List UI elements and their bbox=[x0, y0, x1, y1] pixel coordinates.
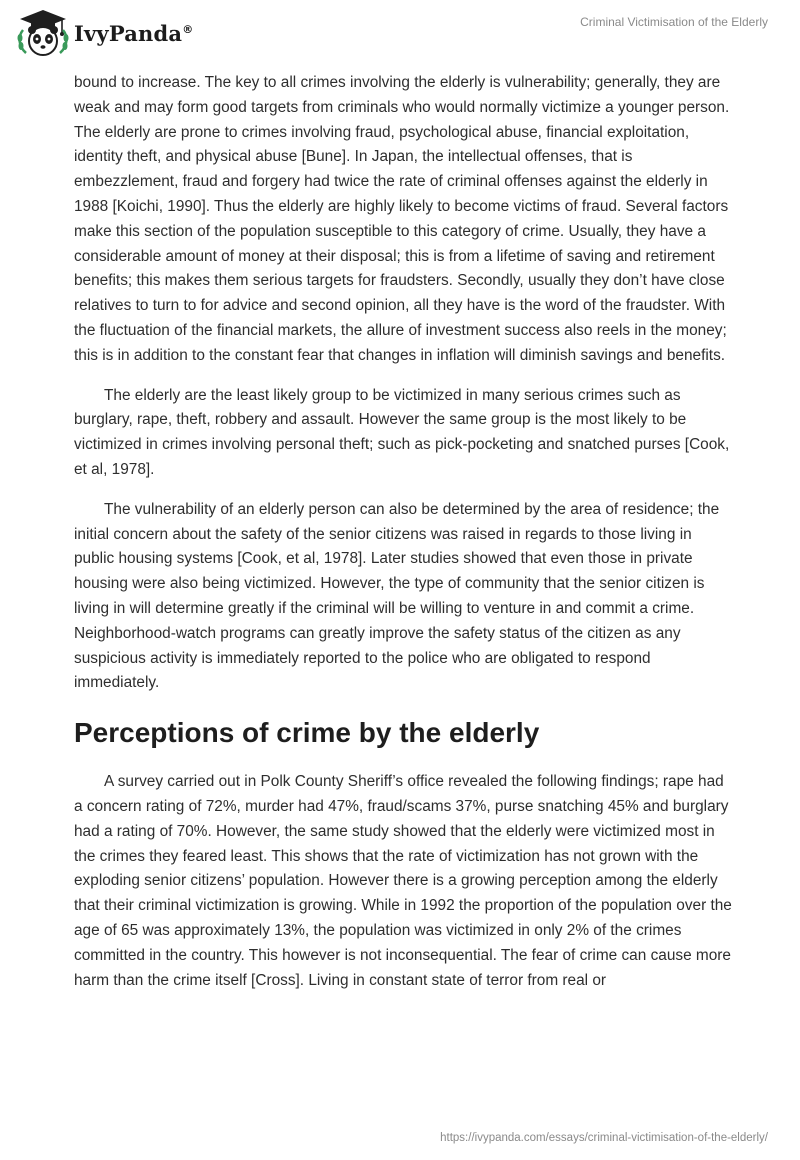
paragraph-survey: A survey carried out in Polk County Sheriff’s office revealed the following findings; rape had a concern rating of 72%, murder had 47%, fraud/scams 37%, purse snatching 45% and burglary had a rating of 70%. However, the same study showed that the elderly were victimized most in the crimes they feared least. This shows that the rate of victimization has not grown with the exploding senior citizens’ population. However there is a growing perception among the elderly that their criminal victimization is growing. While in 1992 the proportion of the population over the age of 65 was approximately 13%, the population was victimized in only 2% of the crimes committed in the country. This however is not inconsequential. The fear of crime can cause more harm than the crime itself [Cross]. Living in constant state of terror from real or bbox=[74, 773, 732, 989]
brand-name: IvyPanda® bbox=[74, 20, 194, 46]
document-title: Criminal Victimisation of the Elderly bbox=[580, 15, 768, 29]
source-url[interactable]: https://ivypanda.com/essays/criminal-victimisation-of-the-elderly/ bbox=[440, 1132, 768, 1144]
brand-logo[interactable] bbox=[14, 8, 193, 58]
paragraph-residence: The vulnerability of an elderly person can also be determined by the area of residence; the initial concern about the safety of the senior citizens was raised in regards to those living in public housing systems [Cook, et al, 1978]. Later studies showed that even those in private housing were also being victimized. However, the type of community that the senior citizen is living in will determine greatly if the criminal will be willing to venture in and commit a crime. Neighborhood-watch programs can greatly improve the safety status of the citizen as any suspicious activity is immediately reported to the police who are obligated to respond immediately. bbox=[74, 500, 720, 692]
paragraph-vulnerability: bound to increase. The key to all crimes involving the elderly is vulnerability; generally, they are weak and may form good targets from criminals who would normally victimize a younger person. The elderly are prone to crimes involving fraud, psychological abuse, financial exploitation, identity theft, and physical abuse [Bune]. In Japan, the intellectual offenses, that is embezzlement, fraud and forgery had twice the rate of criminal offenses against the elderly in 1988 [Koichi, 1990]. Thus the elderly are highly likely to become victims of fraud. Several factors make this section of the population susceptible to this category of crime. Usually, they have a considerable amount of money at their disposal; this is from a lifetime of saving and retirement benefits; this makes them serious targets for fraudsters. Secondly, usually they don’t have close relatives to turn to for advice and second opinion, all they have is the word of the fraudster. With the fluctuation of the financial markets, the allure of investment success also reels in the money; this is in addition to the constant fear that changes in inflation will diminish savings and benefits. bbox=[74, 74, 730, 364]
paragraph-least-likely: The elderly are the least likely group to be victimized in many serious crimes such as burglary, rape, theft, robbery and assault. However the same group is the most likely to be victimized in crimes involving personal theft; such as pick-pocketing and snatched purses [Cook, et al, 1978]. bbox=[74, 386, 730, 478]
panda-graduate-icon bbox=[14, 8, 72, 58]
page-header bbox=[0, 0, 800, 68]
essay-body bbox=[74, 71, 734, 1008]
section-heading: Perceptions of crime by the elderly bbox=[74, 717, 540, 749]
